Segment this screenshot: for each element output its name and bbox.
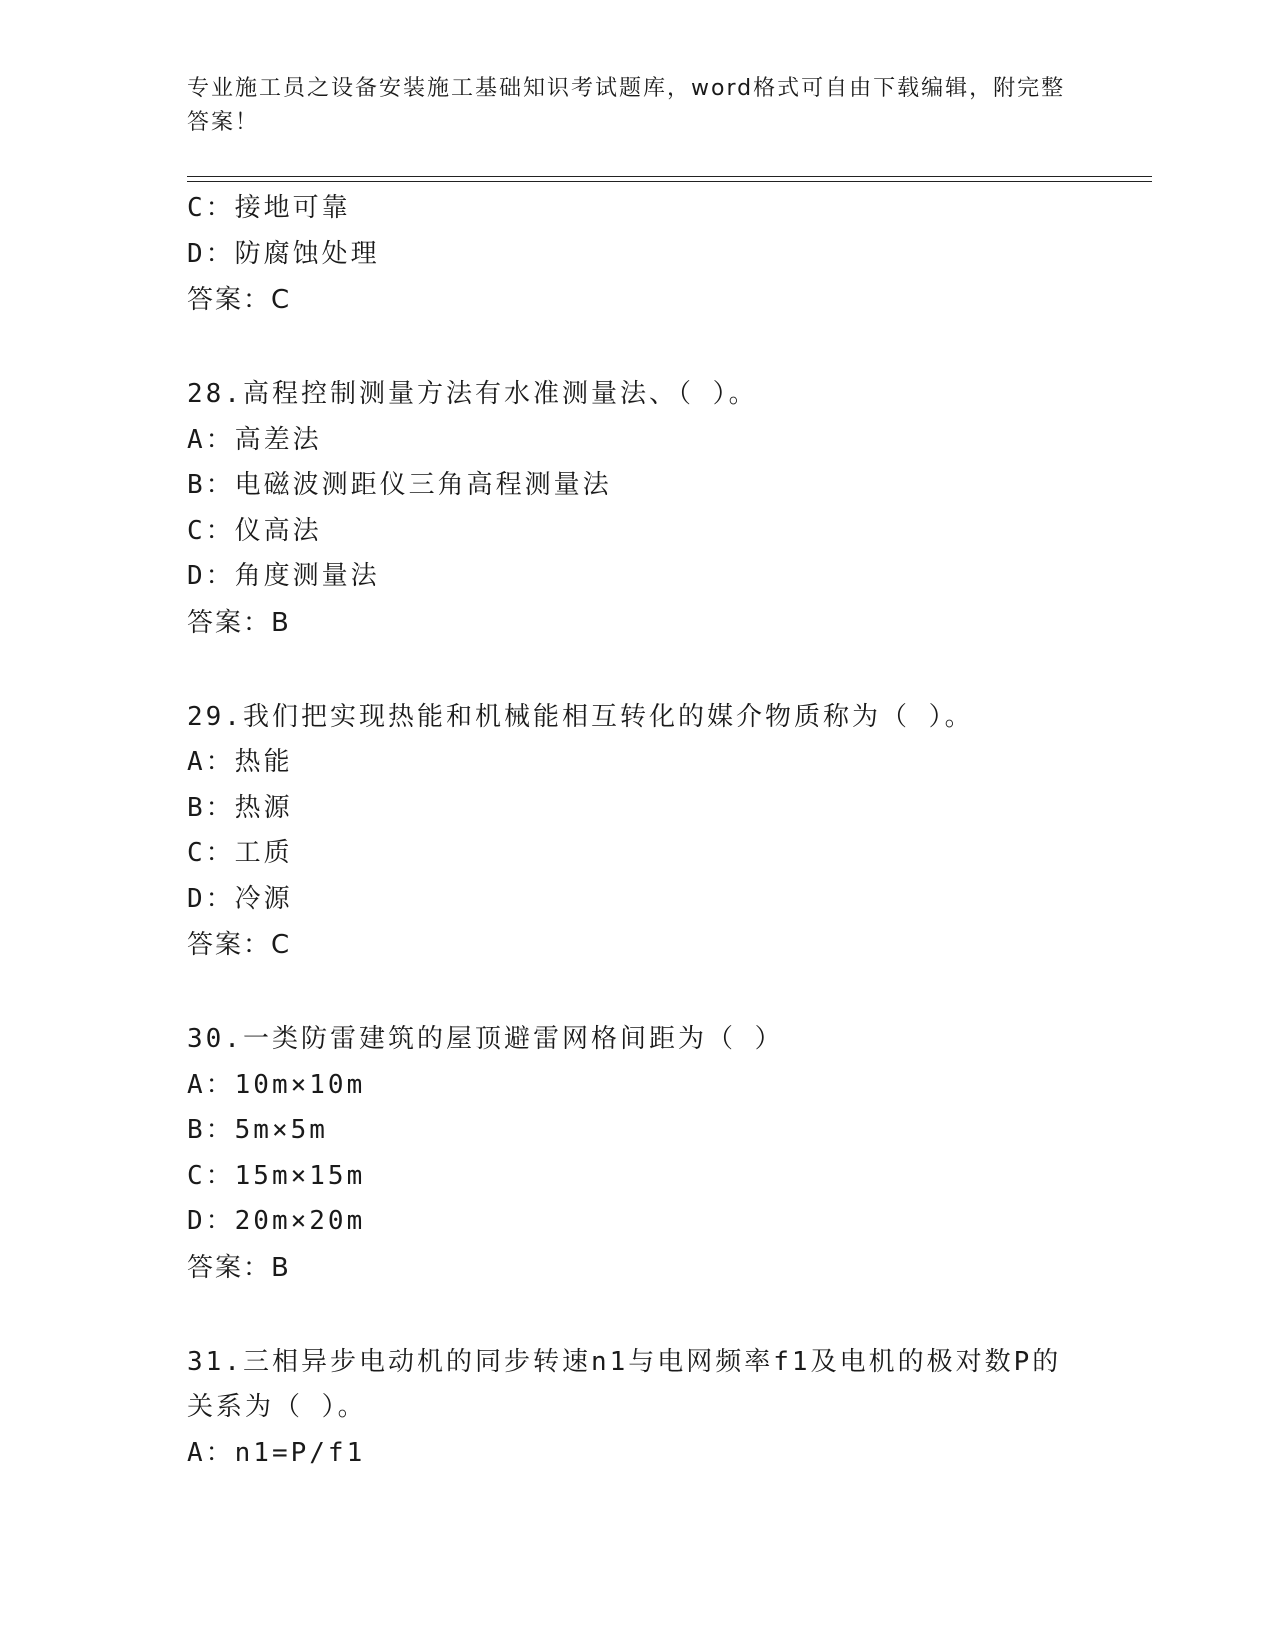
option-c: C：接地可靠 — [187, 193, 351, 223]
answer-line: 答案：C — [187, 285, 292, 315]
option-d: D：角度测量法 — [187, 561, 380, 591]
answer-line: 答案：C — [187, 930, 292, 960]
option-d: D：20m×20m — [187, 1206, 366, 1236]
option-d: D：防腐蚀处理 — [187, 238, 380, 269]
question-stem: 31.三相异步电动机的同步转速n1与电网频率f1及电机的极对数P的关系为（ ）。 — [187, 1346, 1062, 1422]
question-stem: 30.一类防雷建筑的屋顶避雷网格间距为（ ） — [187, 1024, 784, 1054]
question-stem: 29.我们把实现热能和机械能相互转化的媒介物质称为（ ）。 — [187, 701, 974, 732]
option-b: B：热源 — [187, 792, 293, 823]
option-b: B：5m×5m — [187, 1115, 328, 1145]
option-c: C：工质 — [187, 838, 293, 868]
option-a: A：10m×10m — [187, 1069, 366, 1100]
option-d: D：冷源 — [187, 883, 293, 914]
header-rule-bottom — [187, 181, 1152, 182]
option-c: C：仪高法 — [187, 515, 322, 546]
answer-line: 答案：B — [187, 607, 291, 638]
option-a: A：热能 — [187, 747, 293, 777]
option-a: A：高差法 — [187, 424, 322, 455]
header-rule-top — [187, 176, 1152, 177]
option-a: A：n1=P/f1 — [187, 1437, 366, 1468]
option-c: C：15m×15m — [187, 1160, 366, 1191]
document-header: 专业施工员之设备安装施工基础知识考试题库，word格式可自由下载编辑，附完整答案！ — [187, 76, 1066, 135]
option-b: B：电磁波测距仪三角高程测量法 — [187, 470, 612, 500]
question-list — [187, 186, 1152, 1476]
question-stem: 28.高程控制测量方法有水准测量法、（ ）。 — [187, 379, 758, 409]
answer-line: 答案：B — [187, 1252, 291, 1283]
